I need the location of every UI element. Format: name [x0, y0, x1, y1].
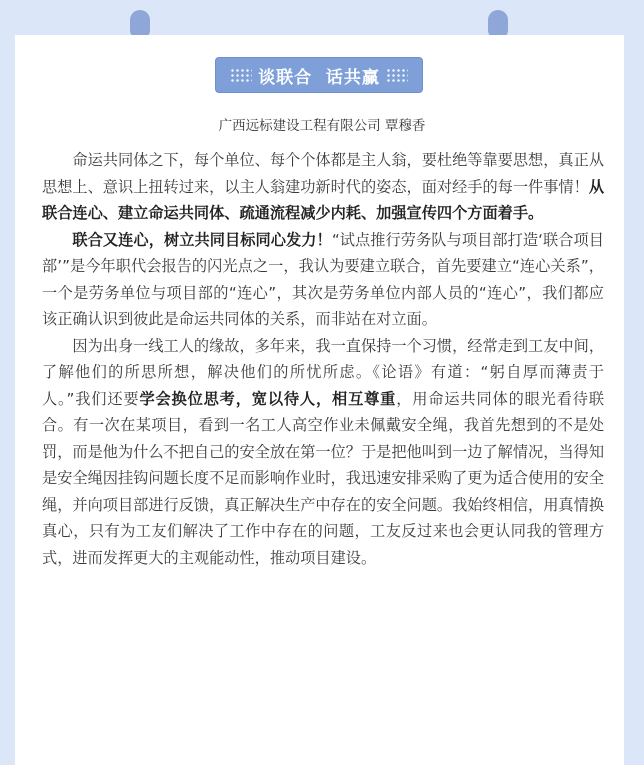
author-byline: 广西远标建设工程有限公司 覃穆香	[218, 118, 426, 134]
dot-pattern-icon	[230, 68, 252, 82]
paragraph-emphasis: 学会换位思考，宽以待人，相互尊重	[139, 389, 397, 408]
paragraph-emphasis: 从联合连心、建立命运共同体、疏通流程减少内耗、加强宣传四个方面着手。	[42, 177, 604, 222]
paragraph-3	[42, 333, 604, 572]
paragraph-text: ，用命运共同体的眼光看待联合。有一次在某项目，看到一名工人高空作业未佩戴安全绳，我首先想到的不是处罚，而是他为什么不把自己的安全放在第一位？于是把他叫到一边了解情况，当得知是安全绳因挂钩问题长度不足而影响作业时，我迅速安排采购了更为适合使用的安全绳，并向项目部进行反馈，真正解决生产中存在的安全问题。我始终相信，用真情换真心，只有为工友们解决了工作中存在的问题，工友反过来也会更认同我的管理方式，进而发挥更大的主观能动性，推动项目建设。	[42, 389, 605, 567]
paragraph-text: 因为出身一线工人的缘故，多年来，我一直保持一个习惯，经常走到工友中间，了解他们的所思所想，解决他们的所忧所虑。《论语》有道：“躬自厚而薄责于人。”我们还要	[42, 336, 604, 408]
article-title: 谈联合 话共赢	[258, 67, 380, 88]
paragraph-text: 命运共同体之下，每个单位、每个个体都是主人翁，要杜绝等靠要思想，真正从思想上、意识上扭转过来，以主人翁建功新时代的姿态，面对经手的每一件事情！	[42, 151, 604, 196]
paragraph-emphasis: 联合又连心，树立共同目标同心发力！	[72, 230, 332, 249]
article-body	[42, 147, 604, 571]
dot-pattern-icon	[386, 68, 408, 82]
title-badge	[215, 57, 423, 93]
paragraph-1	[42, 147, 604, 227]
paragraph-2	[42, 227, 604, 333]
paragraph-text: “试点推行劳务队与项目部打造‘联合项目部’”是今年职代会报告的闪光点之一，我认为要建立联合，首先要建立“连心关系”，一个是劳务单位与项目部的“连心”，其次是劳务单位内部人员的“连心”，我们都应该正确认识到彼此是命运共同体的关系，而非站在对立面。	[42, 230, 604, 328]
